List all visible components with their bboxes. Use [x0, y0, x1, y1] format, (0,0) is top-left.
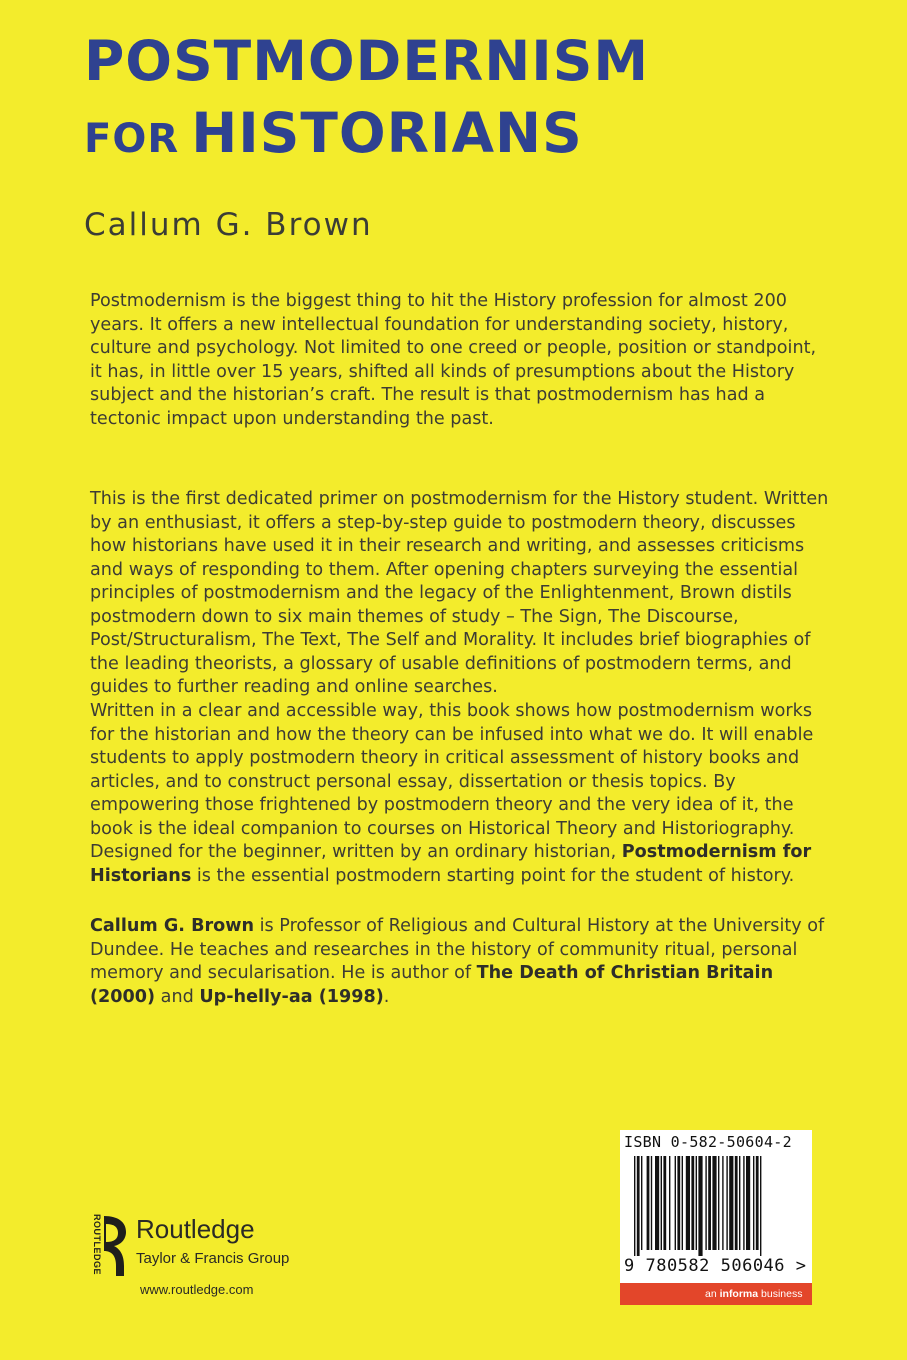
- publisher-website: www.routledge.com: [140, 1282, 254, 1297]
- barcode-bar: [726, 1156, 727, 1250]
- author-bio: [90, 915, 830, 1009]
- svg-text:ROUTLEDGE: ROUTLEDGE: [92, 1214, 102, 1276]
- routledge-logo-icon: [84, 1210, 132, 1280]
- bio-text: is Professor of Religious and Cultural History at the University of Dundee. He teaches and researches in the history of community ritual, personal memory and secularisation. He is author of: [90, 916, 825, 983]
- barcode-bar: [655, 1156, 659, 1250]
- ean-text: 9 780582 506046 >: [624, 1256, 807, 1276]
- book-title: [84, 29, 650, 165]
- informa-suffix: business: [761, 1288, 803, 1300]
- title-line-2: [84, 101, 649, 165]
- blurb-paragraph-2: This is the first dedicated primer on postmodernism for the History student. Written by an enthusiast, it offers a step-by-step guide to postmodern theory, discusses how historians have used it in their research and writing, and assesses criticisms and ways of responding to them. After opening chapters surveying the essential principles of postmodernism and the legacy of the Enlightenment, Brown distils postmodern down to six main themes of study – The Sign, The Discourse, Post/Structuralism, The Text, The Self and Morality. It includes brief biographies of the leading theorists, a glossary of usable definitions of postmodern terms, and guides to further reading and online searches.: [90, 489, 829, 697]
- barcode-bar: [735, 1156, 738, 1250]
- barcode-bar: [696, 1156, 697, 1250]
- barcode-bar: [637, 1156, 640, 1256]
- barcode-bar: [651, 1156, 652, 1250]
- publisher-block: [84, 1210, 324, 1305]
- publisher-group: Taylor & Francis Group: [136, 1250, 290, 1267]
- informa-bar: [620, 1283, 812, 1305]
- barcode-bar: [682, 1156, 683, 1250]
- barcode-bar: [691, 1156, 694, 1250]
- barcode-bar: [675, 1156, 676, 1250]
- barcode-icon: [634, 1156, 802, 1256]
- p3-text: Written in a clear and accessible way, this book shows how postmodernism works for the historian and how the theory can be infused into what we do. It will enable students to apply postmodern theory in critical assessment of history books and articles, and to construct personal essay, dissertation or thesis topics. By empowering those frightened by postmodern theory and the very idea of it, the book is the ideal companion to courses on Historical Theory and Historiography. Designed for the beginner, written by an ordinary historian,: [90, 701, 814, 862]
- barcode-bar: [634, 1156, 635, 1256]
- barcode-bar: [647, 1156, 650, 1250]
- barcode-bar: [661, 1156, 662, 1250]
- barcode-bar: [746, 1156, 750, 1250]
- barcode-bar: [705, 1156, 706, 1250]
- barcode-bar: [669, 1156, 670, 1250]
- barcode-bar: [663, 1156, 666, 1250]
- title-line-1: POSTMODERNISM: [84, 29, 650, 93]
- barcode-bar: [641, 1156, 642, 1250]
- title-word-for: FOR: [84, 116, 180, 162]
- barcode-bar: [729, 1156, 733, 1250]
- bio-book-1: The Death of Christian Britain (2000): [90, 963, 774, 1007]
- barcode-bar: [712, 1156, 716, 1250]
- publisher-name: Routledge: [136, 1214, 255, 1244]
- barcode-bar: [756, 1156, 759, 1250]
- barcode-bar: [698, 1156, 702, 1256]
- blurb-paragraph-3: [90, 700, 830, 888]
- bio-end: .: [383, 986, 390, 1007]
- barcode-bar: [677, 1156, 680, 1250]
- barcode-bar: [753, 1156, 754, 1250]
- bio-and: and: [160, 986, 194, 1007]
- p3-end: is the essential postmodern starting point for the student of history.: [196, 865, 795, 886]
- barcode-bar: [708, 1156, 711, 1250]
- blurb-paragraph-1: Postmodernism is the biggest thing to hit the History profession for almost 200 years. It offers a new intellectual foundation for understanding society, history, culture and psychology. Not limited to one creed or people, position or standpoint, it has, in little over 15 years, shifted all kinds of presumptions about the History subject and the historian’s craft. The result is that postmodernism has had a tectonic impact upon understanding the past.: [90, 291, 817, 429]
- isbn-text: ISBN 0-582-50604-2: [624, 1133, 792, 1151]
- barcode-bar: [760, 1156, 761, 1256]
- barcode-bar: [686, 1156, 690, 1250]
- informa-brand: informa: [719, 1288, 759, 1300]
- informa-prefix: an: [705, 1288, 717, 1300]
- title-word-historians: HISTORIANS: [191, 101, 583, 165]
- author-name: Callum G. Brown: [84, 207, 373, 243]
- barcode-bar: [722, 1156, 723, 1250]
- barcode-bar: [718, 1156, 719, 1250]
- barcode-bar: [739, 1156, 740, 1250]
- bio-author-name: Callum G. Brown: [90, 916, 255, 936]
- barcode-bar: [743, 1156, 744, 1250]
- barcode-panel: [620, 1130, 812, 1305]
- bio-book-2: Up-helly-aa (1998): [199, 986, 384, 1007]
- p3-book-title: Postmodernism for Historians: [90, 842, 812, 886]
